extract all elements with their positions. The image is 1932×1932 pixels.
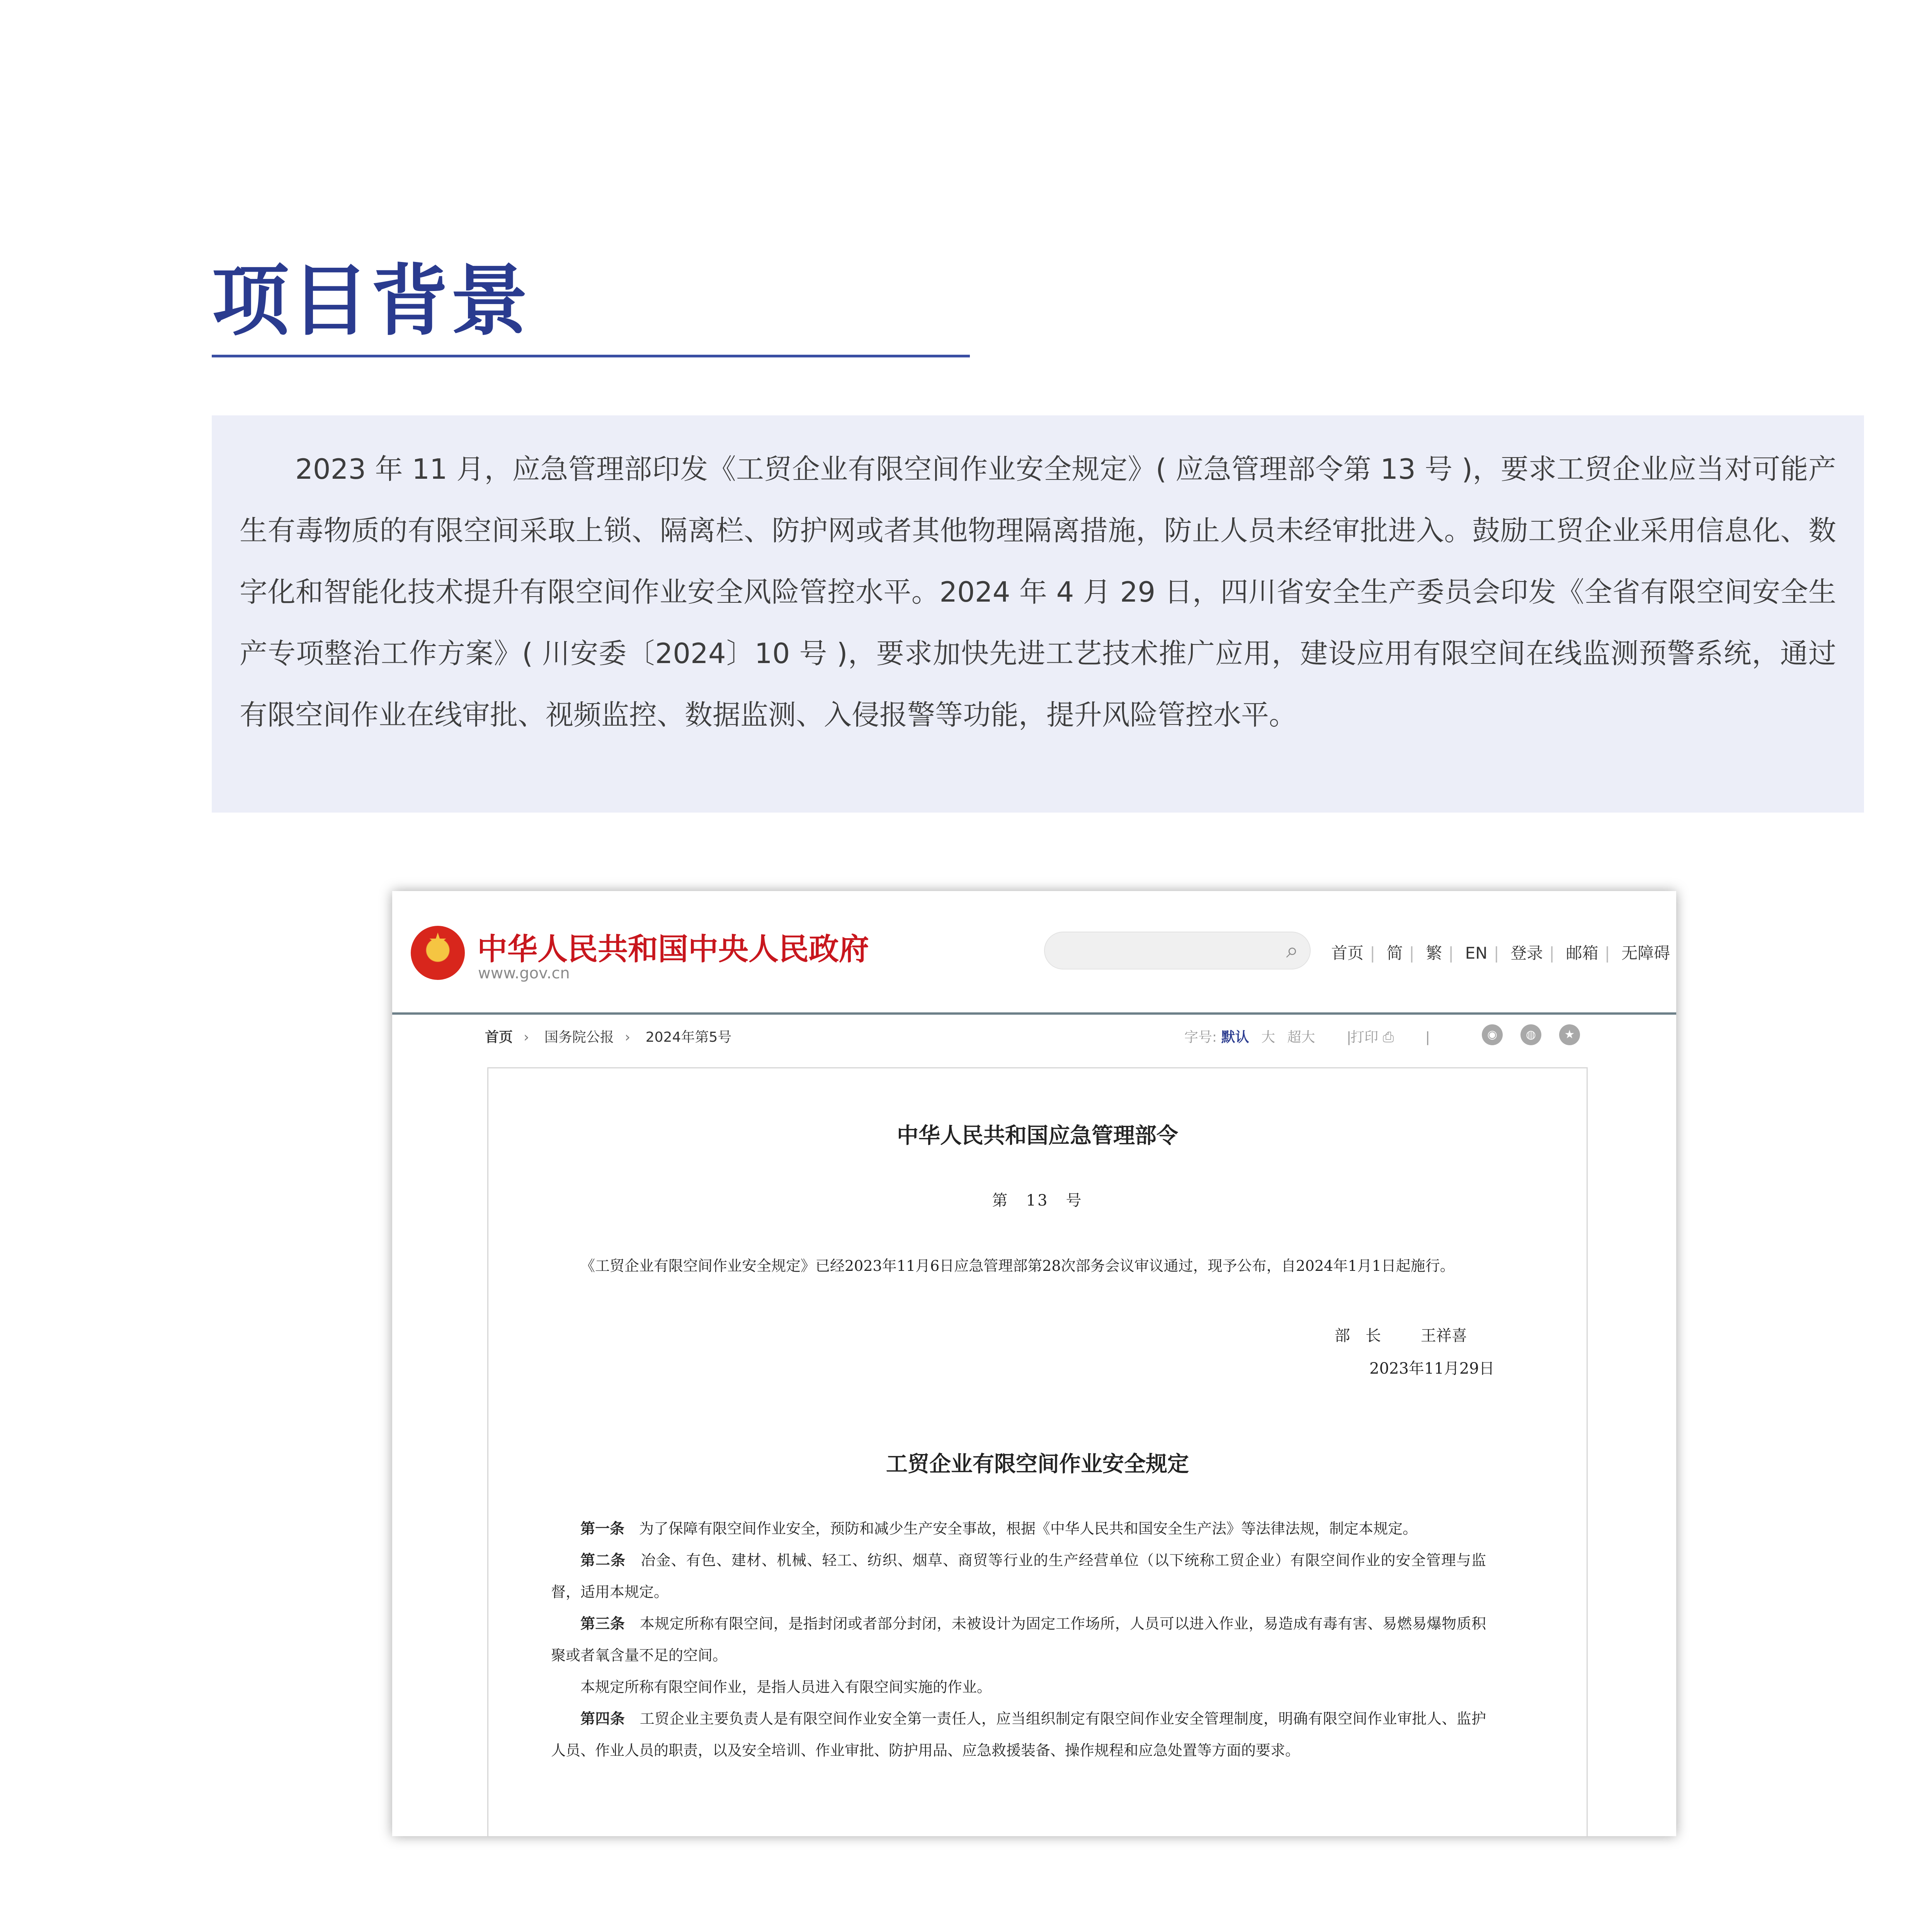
font-default-option[interactable]: 默认	[1221, 1029, 1249, 1045]
background-panel	[212, 415, 1864, 813]
breadcrumb-issue[interactable]: 2024年第5号	[645, 1029, 732, 1045]
document-frame	[487, 1067, 1588, 1836]
printer-icon: ⎙	[1383, 1029, 1394, 1045]
print-label: 打印	[1350, 1029, 1379, 1045]
search-icon[interactable]: ⌕	[1286, 938, 1298, 963]
articles	[551, 1513, 1486, 1766]
nav-accessibility[interactable]: 无障碍	[1621, 944, 1670, 963]
print-control[interactable]: 打印 ⎙ |	[1350, 1029, 1430, 1045]
nav-traditional[interactable]: 繁	[1426, 944, 1442, 963]
top-nav: 首页 | 简 | 繁 | EN | 登录 | 邮箱 | 无障碍	[1331, 944, 1670, 963]
gov-header	[392, 891, 1676, 1015]
background-paragraph: 2023 年 11 月，应急管理部印发《工贸企业有限空间作业安全规定》( 应急管理部令第 13 号 )，要求工贸企业应当对可能产生有毒物质的有限空间采取上锁、隔离栏、防护网或者其他物理隔离措施，防止人员未经审批进入。鼓励工贸企业采用信息化、数字化和智能化技术提升有限空间作业安全风险管控水平。2024 年 4 月 29 日，四川省安全生产委员会印发《全省有限空间安全生产专项整治工作方案》( 川安委〔2024〕10 号 )，要求加快先进工艺技术推广应用，建设应用有限空间在线监测预警系统，通过有限空间作业在线审批、视频监控、数据监测、入侵报警等功能，提升风险管控水平。	[240, 453, 1836, 731]
nav-simplified[interactable]: 简	[1386, 944, 1403, 963]
section-divider	[212, 355, 970, 357]
nav-home[interactable]: 首页	[1331, 944, 1364, 963]
section-title-background: 项目背景	[212, 256, 531, 346]
signer-name: 王祥喜	[1420, 1327, 1467, 1345]
font-large-option[interactable]: 大	[1261, 1029, 1276, 1045]
document-signer	[1335, 1323, 1467, 1345]
article-2: 第二条 冶金、有色、建材、机械、轻工、纺织、烟草、商贸等行业的生产经营单位（以下统称工贸企业）有限空间作业的安全管理与监督，适用本规定。	[551, 1551, 1486, 1600]
gov-site-screenshot	[392, 891, 1676, 1836]
rule-title: 工贸企业有限空间作业安全规定	[886, 1451, 1189, 1477]
nav-english[interactable]: EN	[1465, 944, 1488, 963]
site-title: 中华人民共和国中央人民政府	[477, 932, 869, 967]
search-input[interactable]	[1044, 932, 1311, 969]
nav-login[interactable]: 登录	[1510, 944, 1543, 963]
wechat-icon[interactable]: ◍	[1520, 1024, 1541, 1045]
weibo-icon[interactable]: ◉	[1482, 1024, 1503, 1045]
document-order-number: 第 13 号	[992, 1192, 1083, 1209]
document-date: 2023年11月29日	[1369, 1360, 1495, 1378]
nav-mail[interactable]: 邮箱	[1566, 944, 1599, 963]
article-4: 第四条 工贸企业主要负责人是有限空间作业安全第一责任人，应当组织制定有限空间作业安全管理制度，明确有限空间作业审批人、监护人员、作业人员的职责，以及安全培训、作业审批、防护用品、应急救援装备、操作规程和应急处置等方面的要求。	[551, 1710, 1486, 1759]
font-xlarge-option[interactable]: 超大	[1287, 1029, 1315, 1045]
signer-label: 部 长	[1335, 1327, 1381, 1345]
document-intro: 《工贸企业有限空间作业安全规定》已经2023年11月6日应急管理部第28次部务会议审议通过，现予公布，自2024年1月1日起施行。	[580, 1257, 1455, 1274]
favorite-icon[interactable]: ★	[1559, 1024, 1580, 1045]
breadcrumb-gazette[interactable]: 国务院公报	[544, 1029, 614, 1045]
font-size-control: 字号: 默认 大 超大 |	[1184, 1029, 1352, 1045]
site-url: www.gov.cn	[478, 964, 570, 982]
document-org-title: 中华人民共和国应急管理部令	[897, 1123, 1178, 1148]
font-size-label: 字号:	[1184, 1029, 1217, 1045]
article-1: 第一条 为了保障有限空间作业安全，预防和减少生产安全事故，根据《中华人民共和国安全生产法》等法律法规，制定本规定。	[580, 1520, 1418, 1537]
national-emblem-icon	[411, 926, 465, 980]
article-3-extra: 本规定所称有限空间作业，是指人员进入有限空间实施的作业。	[580, 1679, 992, 1696]
breadcrumb-home[interactable]: 首页	[485, 1029, 513, 1045]
article-3: 第三条 本规定所称有限空间，是指封闭或者部分封闭，未被设计为固定工作场所，人员可以进入作业，易造成有毒有害、易燃易爆物质积聚或者氧含量不足的空间。	[551, 1615, 1486, 1664]
breadcrumb: 首页 › 国务院公报 › 2024年第5号	[485, 1029, 732, 1045]
